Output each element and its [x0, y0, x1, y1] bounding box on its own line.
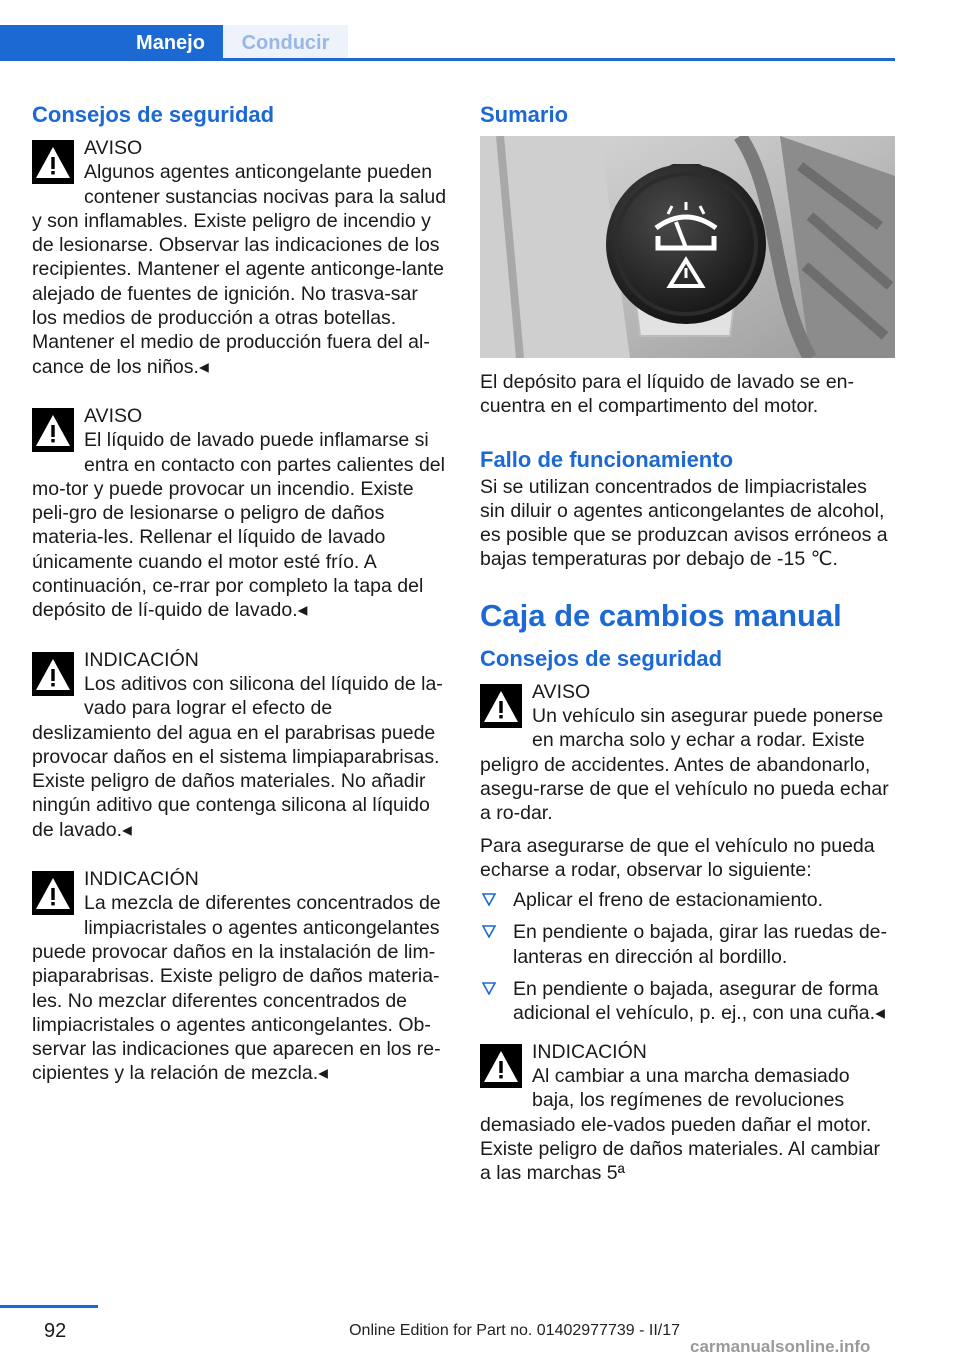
notice-block	[480, 1040, 895, 1186]
list-item-text: En pendiente o bajada, asegurar de forma adicional el vehículo, p. ej., con una cuña.◂	[513, 978, 885, 1025]
watermark: carmanualsonline.info	[690, 1337, 871, 1356]
right-column	[480, 100, 895, 1210]
warning-title: AVISO	[84, 404, 143, 427]
list-item-text: En pendiente o bajada, girar las ruedas de-lanteras en dirección al bordillo.	[513, 921, 888, 968]
warning-icon	[32, 408, 74, 452]
notice-block	[32, 867, 447, 1086]
warning-icon	[32, 140, 74, 184]
triangle-bullet-icon	[482, 982, 496, 995]
list-item	[480, 888, 895, 912]
warning-title: AVISO	[532, 680, 591, 703]
tab-accent-bar	[0, 25, 118, 61]
washer-reservoir-photo	[480, 136, 895, 358]
warning-block	[480, 680, 895, 826]
triangle-bullet-icon	[482, 925, 496, 938]
list-item	[480, 920, 895, 969]
intro-text: Para asegurarse de que el vehículo no pueda echarse a rodar, observar lo siguiente:	[480, 834, 875, 881]
list-item	[480, 977, 895, 1026]
warning-block	[32, 136, 447, 379]
notice-text: La mezcla de diferentes concentrados de limpiacristales o agentes anticongelantes puede provocar daños en la instalación de lim-piaparabrisas. Existe peligro de daños materia-les. No mezclar diferentes concentrados de limpiacristales o agentes anticongelantes. Ob-servar las indicaciones que aparecen en los re-cipientes y la relación de mezcla.◂	[32, 892, 441, 1085]
warning-icon	[32, 871, 74, 915]
warning-title: AVISO	[84, 137, 143, 159]
notice-title: INDICACIÓN	[84, 868, 199, 891]
warning-icon	[480, 1044, 522, 1088]
notice-block	[32, 648, 447, 842]
list-item-text: Aplicar el freno de estacionamiento.	[513, 889, 824, 912]
sumario-text: El depósito para el líquido de lavado se en-cuentra en el compartimento del motor.	[480, 371, 855, 418]
warning-block	[32, 404, 447, 623]
warning-icon	[480, 684, 522, 728]
notice-text: Al cambiar a una marcha demasiado baja, los regímenes de revoluciones demasiado ele-vados pueden dañar el motor. Existe peligro de daños materiales. Al cambiar a las marchas 5ª	[480, 1064, 880, 1185]
header-divider	[0, 58, 895, 61]
notice-title: INDICACIÓN	[84, 648, 199, 671]
notice-text: Los aditivos con silicona del líquido de la-vado para lograr el efecto de deslizamiento del agua en el parabrisas puede provocar daños en el sistema limpiaparabrisas. Existe peligro de daños materiales. No añadir ningún aditivo que contenga silicona al líquido de lavado.◂	[32, 672, 443, 841]
precautions-list	[480, 888, 895, 1025]
warning-icon	[32, 652, 74, 696]
fallo-heading: Fallo de funcionamiento	[480, 446, 734, 472]
footer-accent-line	[0, 1305, 98, 1308]
left-column	[32, 100, 447, 1111]
warning-text: Algunos agentes anticongelante pueden contener sustancias nocivas para la salud y son inflamables. Existe peligro de incendio y de lesionarse. Observar las indicaciones de los recipientes. Mantener el agente anticonge-lante alejado de fuentes de ignición. No trasva-sar los medios de producción a otras botellas. Mantener el medio de producción fuera del al-cance de los niños.◂	[32, 161, 447, 378]
safety-heading: Consejos de seguridad	[32, 102, 275, 127]
notice-title: INDICACIÓN	[532, 1040, 647, 1063]
sumario-heading: Sumario	[480, 102, 569, 127]
fallo-text: Si se utilizan concentrados de limpiacristales sin diluir o agentes anticongelantes de alcohol, es posible que se produzcan avisos erróneos a bajas temperaturas por debajo de -15 ℃.	[480, 475, 888, 571]
tab-manejo[interactable]: Manejo	[118, 25, 223, 61]
section-title: Caja de cambios manual	[480, 597, 842, 633]
warning-text: El líquido de lavado puede inflamarse si entra en contacto con partes calientes del mo-tor y puede provocar un incendio. Existe peli-gro de lesionarse o peligro de daños materia-les. Rellenar el líquido de lavado únicamente cuando el motor esté frío. A continuación, ce-rrar por completo la tapa del depósito de lí-quido de lavado.◂	[32, 429, 445, 622]
edition-text: Online Edition for Part no. 01402977739 - II/17	[349, 1322, 680, 1339]
triangle-bullet-icon	[482, 893, 496, 906]
page-number: 92	[44, 1320, 67, 1342]
manual-safety-heading: Consejos de seguridad	[480, 645, 723, 671]
tab-conducir[interactable]: Conducir	[223, 25, 348, 58]
header-tabs	[0, 25, 895, 61]
warning-text: Un vehículo sin asegurar puede ponerse en marcha solo y echar a rodar. Existe peligro de accidentes. Antes de abandonarlo, asegu-rarse de que el vehículo no pueda echar a ro-dar.	[480, 705, 889, 825]
